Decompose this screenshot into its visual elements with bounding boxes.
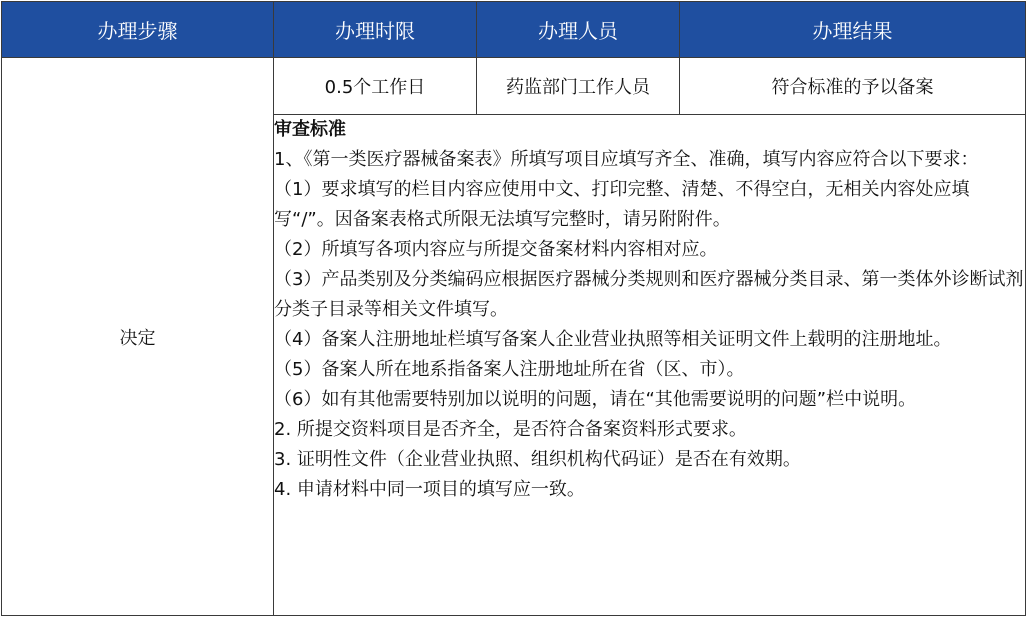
procedure-table	[1, 1, 1026, 616]
criteria-line: （3）产品类别及分类编码应根据医疗器械分类规则和医疗器械分类目录、第一类体外诊断试剂分类子目录等相关文件填写。	[274, 269, 1024, 320]
result-cell: 符合标准的予以备案	[680, 58, 1026, 115]
step-name-cell: 决定	[2, 58, 274, 616]
criteria-line: （5）备案人所在地系指备案人注册地址所在省（区、市）。	[274, 359, 745, 380]
criteria-line: 2. 所提交资料项目是否齐全，是否符合备案资料形式要求。	[274, 419, 747, 440]
table-row	[2, 58, 1026, 115]
criteria-line: （6）如有其他需要特别加以说明的问题，请在“其他需要说明的问题”栏中说明。	[274, 389, 917, 410]
header-result: 办理结果	[680, 2, 1026, 58]
header-row	[2, 2, 1026, 58]
criteria-cell	[274, 115, 1026, 616]
criteria-line: （2）所填写各项内容应与所提交备案材料内容相对应。	[274, 239, 718, 260]
header-step: 办理步骤	[2, 2, 274, 58]
header-personnel: 办理人员	[477, 2, 680, 58]
personnel-cell: 药监部门工作人员	[477, 58, 680, 115]
criteria-line: （1）要求填写的栏目内容应使用中文、打印完整、清楚、不得空白，无相关内容处应填写“/”。因备案表格式所限无法填写完整时，请另附附件。	[274, 179, 970, 230]
criteria-line: 4. 申请材料中同一项目的填写应一致。	[274, 479, 585, 500]
header-time-limit: 办理时限	[274, 2, 477, 58]
criteria-line: 3. 证明性文件（企业营业执照、组织机构代码证）是否在有效期。	[274, 449, 801, 470]
criteria-line: （4）备案人注册地址栏填写备案人企业营业执照等相关证明文件上载明的注册地址。	[274, 329, 952, 350]
time-limit-cell: 0.5个工作日	[274, 58, 477, 115]
criteria-line: 1、《第一类医疗器械备案表》所填写项目应填写齐全、准确，填写内容应符合以下要求：	[274, 149, 979, 170]
criteria-title: 审查标准	[274, 119, 346, 140]
